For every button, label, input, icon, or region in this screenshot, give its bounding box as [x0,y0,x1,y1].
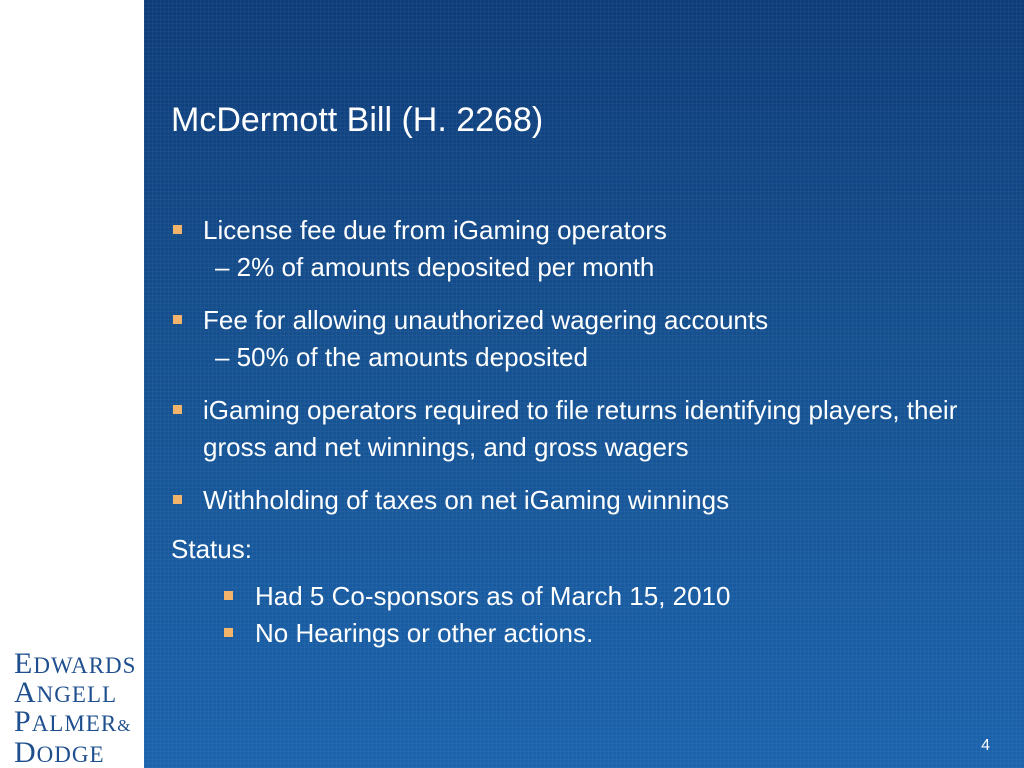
logo-line-angell: ANGELL [14,676,118,709]
square-bullet-icon [224,591,233,600]
square-bullet-icon [173,315,182,324]
slide-content [171,212,1001,652]
status-item-cosponsors [171,578,1001,615]
square-bullet-icon [224,628,233,637]
bullet-subtext: – 2% of amounts deposited per month [215,252,655,282]
logo-line-palmer: PALMER& [14,705,132,738]
bullet-text: Fee for allowing unauthorized wagering accounts [203,305,769,335]
bullet-text: iGaming operators required to file returns identifying players, their gross and net winnings, and gross wagers [203,395,958,462]
logo-strip [0,0,144,768]
bullet-item-withholding [171,482,1001,519]
status-label: Status: [171,534,252,564]
page-number: 4 [981,737,990,754]
bullet-subtext: – 50% of the amounts deposited [215,342,588,372]
bullet-text: License fee due from iGaming operators [203,215,667,245]
square-bullet-icon [173,405,182,414]
bullet-item-file-returns [171,392,1001,466]
status-item-text: Had 5 Co-sponsors as of March 15, 2010 [255,581,731,611]
status-item-text: No Hearings or other actions. [255,618,594,648]
firm-logo [14,647,137,768]
logo-line-edwards: EDWARDS [14,647,137,680]
square-bullet-icon [173,495,182,504]
bullet-text: Withholding of taxes on net iGaming winnings [203,485,730,515]
slide-title: McDermott Bill (H. 2268) [171,101,544,139]
bullet-item-license-fee [171,212,1001,286]
square-bullet-icon [173,225,182,234]
logo-line-dodge: DODGE [14,736,105,768]
bullet-item-unauthorized-accounts [171,302,1001,376]
status-item-hearings [171,615,1001,652]
